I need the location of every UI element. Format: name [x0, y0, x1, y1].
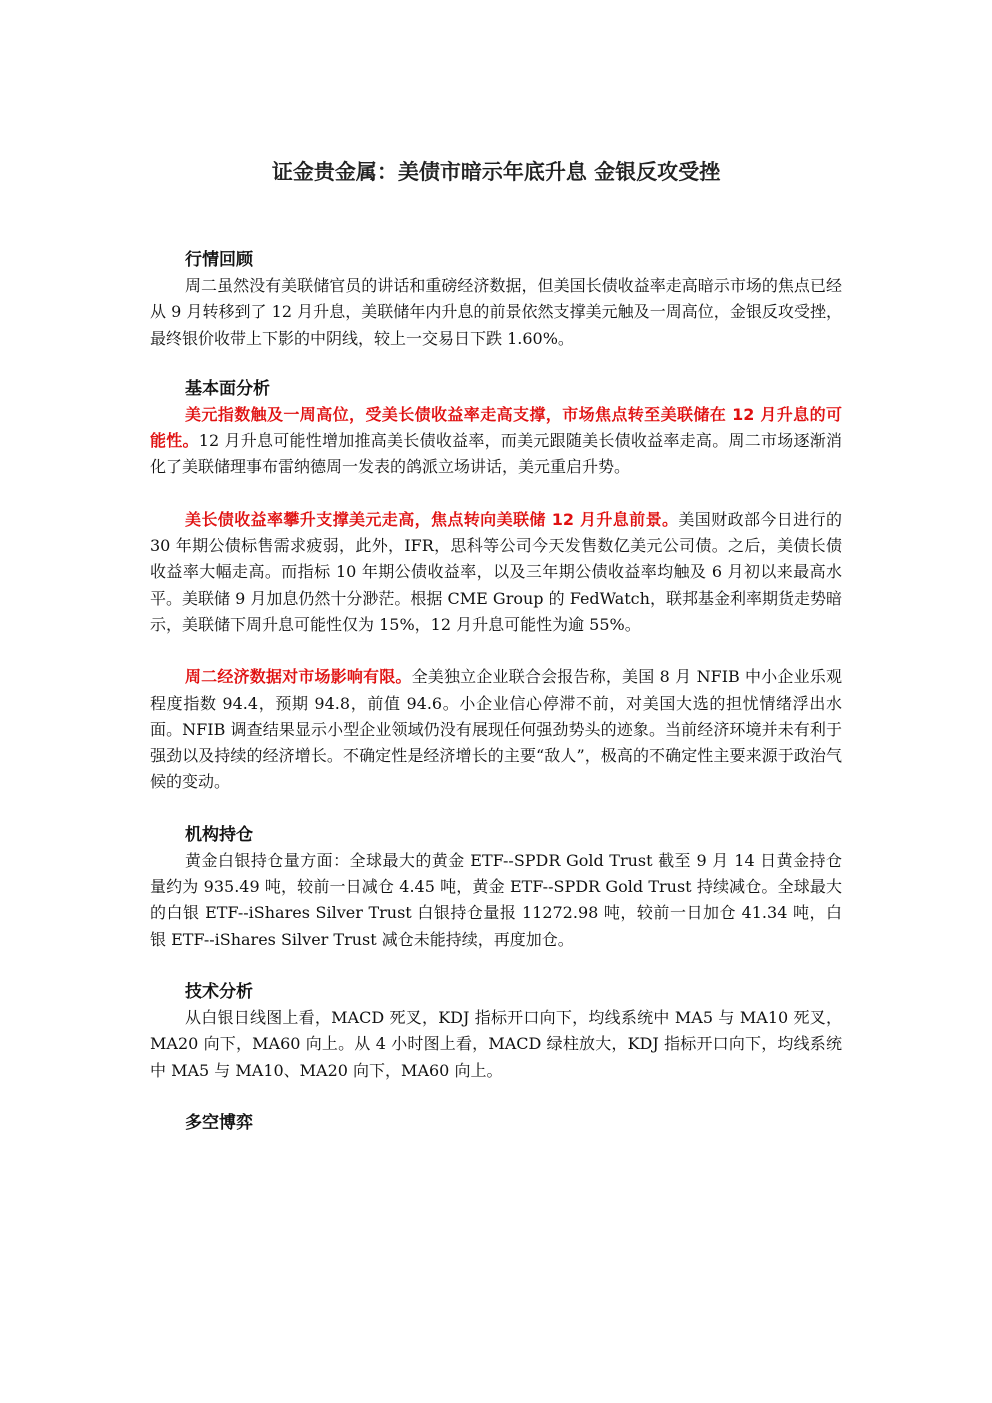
spacer: [150, 352, 842, 376]
spacer: [150, 638, 842, 664]
paragraph-institutional-positions: 黄金白银持仓量方面：全球最大的黄金 ETF--SPDR Gold Trust 截至 9 月 14 日黄金持仓量约为 935.49 吨，较前一日减仓 4.45 吨，黄金 ETF--SPDR Gold Trust 持续减仓。全球最大的白银 ETF--iShares Silver Trust 白银持仓量报 11272.98 吨，较前一日加仓 41.34 吨，白银 ETF--iShares Silver Trust 减仓未能持续，再度加仓。: [150, 850, 842, 949]
text-economic-data: 全美独立企业联合会报告称，美国 8 月 NFIB 中小企业乐观程度指数 94.4，预期 94.8，前值 94.6。小企业信心停滞不前，对美国大选的担忧情绪浮出水面。NFIB 调查结果显示小型企业领域仍没有展现任何强劲势头的迹象。当前经济环境并未有利于强劲以及持续的经济增长。不确定性是经济增长的主要“敌人”，极高的不确定性主要来源于政治气候的变动。: [150, 667, 842, 792]
heading-technical-analysis: 技术分析: [185, 981, 253, 1002]
text-treasury-yields: 美国财政部今日进行的 30 年期公债标售需求疲弱，此外，IFR，思科等公司今天发售数亿美元公司债。之后，美债长债收益率大幅走高。而指标 10 年期公债收益率，以及三年期公债收益率均触及 6 月初以来最高水平。美联储 9 月加息仍然十分渺茫。根据 CME Group 的 FedWatch，联邦基金利率期货走势暗示，美联储下周升息可能性仅为 15%，12 月升息可能性为逾 55%。: [150, 509, 842, 634]
spacer: [150, 953, 842, 979]
document-body: [150, 247, 842, 1136]
heading-bull-bear: 多空博弈: [185, 1112, 253, 1133]
document-title: 证金贵金属：美债市暗示年底升息 金银反攻受挫: [271, 160, 721, 184]
spacer: [150, 796, 842, 822]
highlight-usd-index: 美元指数触及一周高位，受美长债收益率走高支撑，市场焦点转至美联储在 12 月升息的可能性。: [150, 404, 842, 451]
spacer: [150, 481, 842, 507]
paragraph-economic-data: [150, 664, 842, 795]
spacer: [150, 1084, 842, 1110]
highlight-economic-data: 周二经济数据对市场影响有限。: [185, 667, 412, 687]
paragraph-market-review: 周二虽然没有美联储官员的讲话和重磅经济数据，但美国长债收益率走高暗示市场的焦点已经从 9 月转移到了 12 月升息，美联储年内升息的前景依然支撑美元触及一周高位，金银反攻受挫，最终银价收带上下影的中阴线，较上一交易日下跌 1.60%。: [150, 276, 842, 348]
text-usd-index: 12 月升息可能性增加推高美长债收益率，而美元跟随美长债收益率走高。周二市场逐渐消化了美联储理事布雷纳德周一发表的鸽派立场讲话，美元重启升势。: [150, 431, 842, 477]
highlight-treasury-yields: 美长债收益率攀升支撑美元走高，焦点转向美联储 12 月升息前景。: [185, 509, 679, 529]
heading-institutional-positions: 机构持仓: [185, 824, 253, 845]
heading-market-review: 行情回顾: [185, 250, 253, 270]
paragraph-treasury-yields: [150, 507, 842, 638]
paragraph-technical-analysis: 从白银日线图上看，MACD 死叉，KDJ 指标开口向下，均线系统中 MA5 与 MA10 死叉，MA20 向下，MA60 向上。从 4 小时图上看，MACD 绿柱放大，KDJ 指标开口向下，均线系统中 MA5 与 MA10、MA20 向下，MA60 向上。: [150, 1007, 842, 1080]
paragraph-usd-index: [150, 402, 842, 481]
heading-fundamental-analysis: 基本面分析: [185, 378, 270, 399]
